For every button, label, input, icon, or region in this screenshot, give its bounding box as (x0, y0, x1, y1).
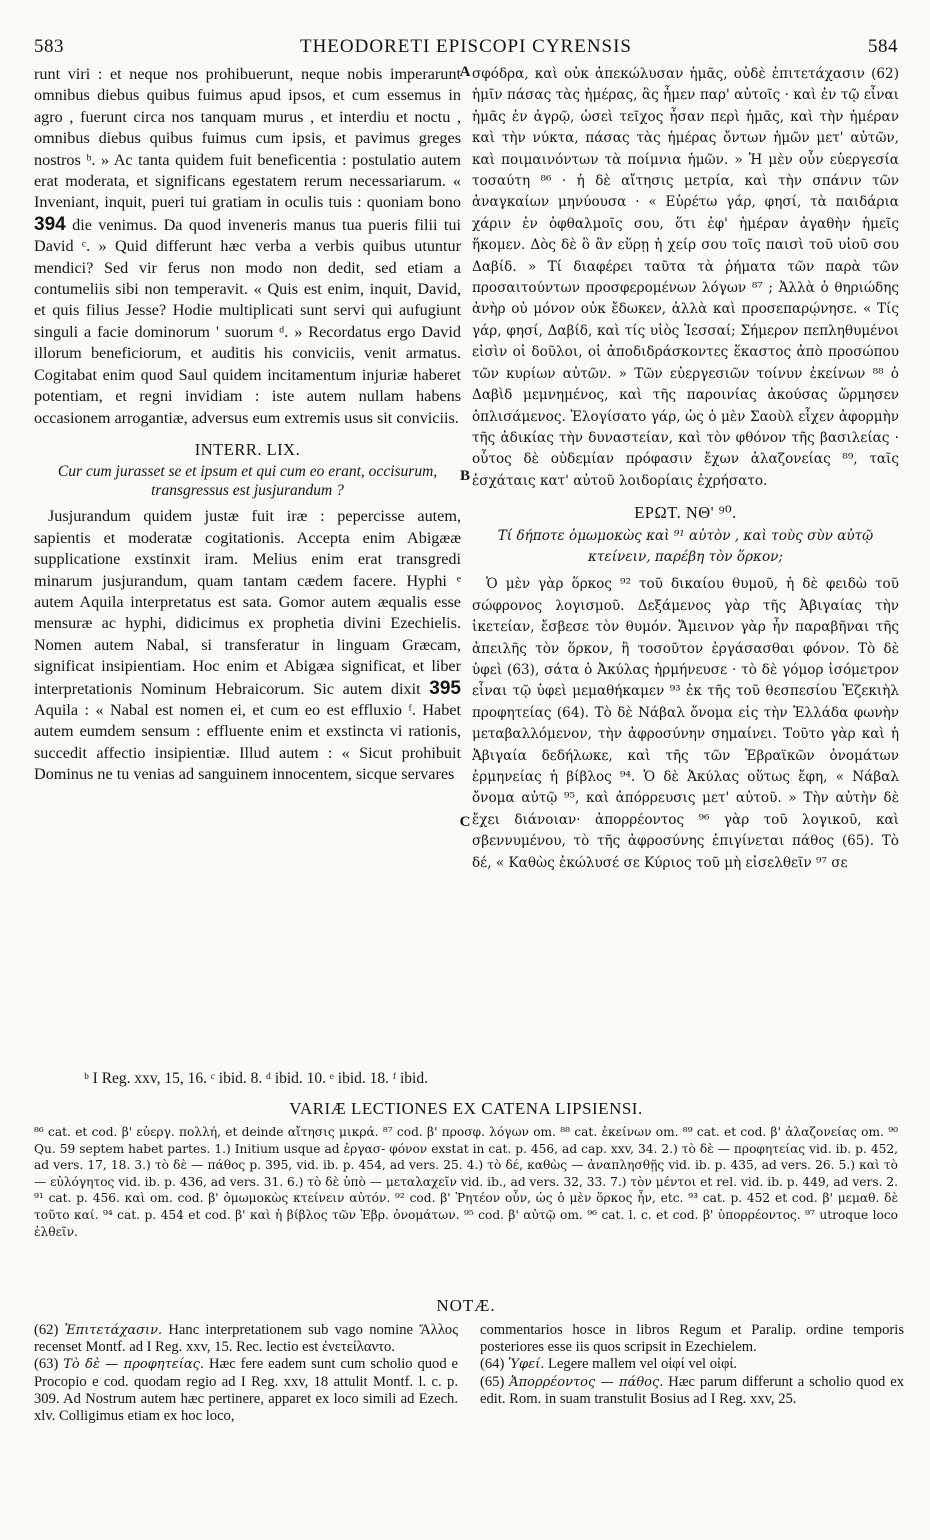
variae-heading: VARIÆ LECTIONES EX CATENA LIPSIENSI. (289, 1099, 643, 1118)
notae-right-column (480, 1322, 904, 1408)
column-number-395: 395 (429, 677, 461, 699)
greek-column (472, 64, 899, 874)
column-number-394: 394 (34, 213, 66, 235)
note-65 (480, 1374, 904, 1408)
latin-section-question: Cur cum jurasset se et ipsum et qui cum eo erant, occisurum, transgressus est jusjurandum ? (57, 463, 438, 500)
latin-paragraph-1 (34, 64, 461, 429)
greek-paragraph-2: Ὁ μὲν γὰρ ὅρκος ⁹² τοῦ δικαίου θυμοῦ, ἡ δὲ φειδὼ τοῦ σώφρονος λογισμοῦ. Δεξάμενος γὰρ τῆς Ἀβιγαίας τὴν ἱκετείαν, ἔσβεσε τὸν θυμόν. Ἄμεινον γὰρ ἦν παραβῆναι τῆς ἀπειλῆς τὸν ὅρκον, ἢ τοσοῦτον ἐργάσασθαι φόνον. Τὸ δὲ ὑφεὶ (63), σάτα ὁ Ἀκύλας ἡρμήνευσε · τὸ δὲ γόμορ ἰσόμετρον εἶναι τῷ ὑφεὶ μεμαθήκαμεν ⁹³ ἐκ τῆς τοῦ θεσπεσίου Ἐζεκιὴλ προφητείας (64). Τὸ δὲ Νάβαλ ὄνομα εἰς τὴν Ἑλλάδα φωνὴν μεταβαλλόμενον, τὴν ἀφροσύνην σημαίνει. Τοῦτο γὰρ καὶ ἡ Ἀβιγαία δεδήλωκε, καὶ τῆς τῶν Ἑβραϊκῶν ὀνομάτων ἑρμηνείας ἡ βίβλος ⁹⁴. Ὁ δὲ Ἀκύλας οὕτως ἔφη, « Νάβαλ ὄνομα αὐτῷ ⁹⁵, καὶ ἀπόρρευσις μετ' αὐτοῦ. » Τὴν αὐτὴν δὲ ἔχει διάνοιαν· ἀπορρέοντος ⁹⁶ γὰρ τοῦ λογικοῦ, καὶ σβεννυμένου, τὸ τῆς ἀφροσύνης ἐπιγίνεται πάθος (65). Τὸ δέ, « Καθὼς ἐκώλυσέ σε Κύριος τοῦ μὴ εἰσελθεῖν ⁹⁷ σε (472, 576, 899, 871)
note-62-lemma: Ἐπιτετάχασιν. (64, 1323, 163, 1338)
latin-text-1b: die venimus. Da quod inveneris manus tua pueris filii tui David ᶜ. » Quid differunt hæc verba a verbis quibus utuntur mendici? Sed vir ferus non modo non dedit, sed etiam a contumeliis sibi non temperavit. « Quis est enim, inquit, David, et quis filius Jesse? Hodie multiplicati sunt servi qui aufugiunt singuli a facie dominorum ' suorum ᵈ. » Recordatus ergo David illorum beneficiorum, et auditis his conviciis, venit armatus. Cogitabat enim quod Saul quidem incitamentum injuriæ haberet potentiam, et regni invidiam : iste autem nullam habens occasionem arrogantiæ, adversus eum extremis usus sit conviciis. (34, 215, 461, 427)
latin-section-heading: INTERR. LIX. (194, 439, 301, 459)
latin-text-2a: Jusjurandum quidem justæ fuit iræ : pepercisse autem, sapientis et moderatæ cogitationis. Accepta enim Abigææ supplicatione exstinxit iram. Melius enim erat transgredi minarum jusjurandum, quam tantam cædem facere. Hyphi ᵉ autem Aquila interpretatus est sata. Gomor autem æqualis esse mensuræ ac hyphi, didicimus ex prophetia divini Ezechielis. Nomen autem Nabal, si transferatur in linguam Græcam, significat insipientiam. Hoc enim et Abigæa significat, et liber interpretationis Nominum Hebraicorum. Sic autem dixit (34, 507, 461, 698)
note-64-lemma: Ὑφεί. (507, 1357, 545, 1373)
greek-section-heading: ΕΡΩΤ. ΝΘ' ⁹⁰. (634, 503, 737, 523)
latin-text-1a: runt viri : et neque nos prohibuerunt, neque nobis imperarunt omnibus diebus quibus fuimus apud ipsos, et cum essemus in agro , fuerunt circa nos tanquam murus , et interdiu et noctu , omnibus diebus quibus fuimus cum ipsis, et pavimus greges nostros ᵇ. » Ac tanta quidem fuit beneficentia : postulatio autem erat moderata, et significans egestatem rerum necessariarum. « Inveniant, inquit, pueri tui gratiam in oculis tuis : quoniam bono (34, 65, 461, 212)
note-63-text: Hæc fere eadem sunt cum scholio quod e Procopio e cod. quodam regio ad I Reg. xxv, 18 attulit Montf. l. c. p. 309. Ad Nostrum autem hæc pertinere, apparet ex loco simili ad Ezech. xlv. Colligimus etiam ex hoc loco, (34, 1356, 459, 1425)
margin-marker-b: B (459, 468, 470, 484)
note-64-text: Legere mallem vel οἰφί vel οἰφί. (548, 1356, 737, 1373)
running-head (34, 36, 898, 62)
scripture-references: ᵇ I Reg. xxv, 15, 16. ᶜ ibid. 8. ᵈ ibid. 10. ᵉ ibid. 18. ᶠ ibid. (84, 1070, 428, 1087)
latin-paragraph-2 (34, 506, 461, 785)
note-63 (34, 1356, 458, 1425)
variae-text: ⁸⁶ cat. et cod. β' εὐεργ. πολλή, et deinde αἴτησις μικρά. ⁸⁷ cod. β' προσφ. λόγων om. ⁸⁸ cat. ἐκείνων om. ⁸⁹ cat. et cod. β' ἀλαζονείας om. ⁹⁰ Qu. 59 septem habet partes. 1.) Initium usque ad ἐργασ- φόνον exstat in cat. p. 456, ad cap. xxv, 34. 2.) τὸ δὲ — προφητείας vid. ib. p. 452, ad vers. 17, 18. 3.) τὸ δὲ — πάθος p. 395, vid. ib. p. 454, ad vers. 25. 4.) τὸ δέ, καθὼς — ἀναπλησθῇς vid. ib. p. 435, ad vers. 26. 5.) καὶ τὸ — εὐλόγητος vid. ib. p. 436, ad vers. 31. 6.) τὸ δὲ ὑπὸ — μεταλαχεῖν vid. ib., ad vers. 32, 33. 7.) τὸν μέντοι et rel. vid. ib. p. 449, ad vers. 2. ⁹¹ cat. p. 456. καὶ om. cod. β' ὀμωμοκὼς κτείνειν αὐτόν. ⁹² cod. β' Ῥητέον οὖν, ὡς ὁ μὲν ὅρκος ἦν, etc. ⁹³ cat. p. 452 et cod. β' μεμαθ. δὲ τοῦτο καί. ⁹⁴ cat. p. 454 et cod. β' καὶ ἡ βίβλος τῶν Ἑβρ. ὀνομάτων. ⁹⁵ cod. β' αὐτῷ om. ⁹⁶ cat. l. c. et cod. β' ὑπορρέοντος. ⁹⁷ utroque loco ἐλθεῖν. (34, 1125, 898, 1239)
note-65-label: (65) (480, 1373, 505, 1390)
margin-marker-a: A (459, 64, 471, 80)
note-63-lemma: Τὸ δὲ — προφητείας. (63, 1357, 205, 1373)
note-62-label: (62) (34, 1322, 59, 1338)
margin-marker-c: C (459, 814, 471, 830)
note-63-label: (63) (34, 1356, 59, 1373)
variae-lectiones (34, 1124, 898, 1240)
greek-section-question: Τί δήποτε ὀμωμοκὼς καὶ ⁹¹ αὐτὸν , καὶ τοὺς σὺν αὐτῷ κτείνειν, παρέβη τὸν ὅρκον; (497, 527, 874, 565)
note-65-text: Hæc parum differunt a scholio quod ex edit. Rom. in suam transtulit Bosius ad I Reg. xxv, 25. (480, 1373, 904, 1407)
latin-text-2b: Aquila : « Nabal est nomen ei, et cum eo est effluxio ᶠ. Habet autem eumdem sensum : effluente enim et exstincta vi rationis, succedit affectio insipientiæ. Illud autem : « Sicut prohibuit Dominus ne tu venias ad sanguinem innocentem, sicque servares (34, 700, 461, 784)
note-62-text: Hanc interpretationem sub vago nomine Ἄλλος recenset Montf. ad I Reg. xxv, 15. Rec. lectio est ἐνετείλαντο. (34, 1322, 458, 1356)
note-63-continued: commentarios hosce in libros Regum et Paralip. ordine temporis posteriores esse iis quos scripsit in Ezechielem. (480, 1322, 904, 1356)
notae-left-column (34, 1322, 458, 1425)
note-64 (480, 1356, 904, 1373)
note-64-label: (64) (480, 1356, 505, 1373)
page-number-left: 583 (34, 36, 64, 57)
greek-paragraph-1: σφόδρα, καὶ οὐκ ἀπεκώλυσαν ἡμᾶς, οὐδὲ ἐπιτετάχασιν (62) ἡμῖν πάσας τὰς ἡμέρας, ἃς ἦμεν παρ' αὐτοῖς · καὶ ἐν τῷ εἶναι ἡμᾶς ἐν ἀγρῷ, ὡσεὶ τεῖχος ἦσαν περὶ ἡμᾶς, καὶ τὴν ἡμέραν καὶ τὴν νύκτα, πάσας τὰς ἡμέρας ὄντων ἡμῶν μετ' αὐτῶν, καὶ ποιμαινόντων τὰ ποίμνια ἡμῶν. » Ἡ μὲν οὖν εὐεργεσία τοσαύτη ⁸⁶ · ἡ δὲ αἴτησις μετρία, καὶ τὴν σπάνιν τῶν ἀναγκαίων μηνύουσα · « Εὑρέτω γάρ, φησί, τὰ παιδάρια χάριν ἐν ὀφθαλμοῖς σου, ὅτι ἐφ' ἡμέραν ἀγαθὴν ἡμεῖς ἥκομεν. Δὸς δὲ ὃ ἂν εὕρῃ ἡ χείρ σου τοῖς παισὶ τοῦ υἱοῦ σου Δαβίδ. » Τί διαφέρει ταῦτα τὰ ῥήματα τῶν παρὰ τῶν προσαιτούντων προσφερομένων λόγων ⁸⁷ ; Ἀλλὰ ὁ θηριώδης ἀνὴρ οὐ μόνον οὐκ ἔδωκεν, ἀλλὰ καὶ προσεπαρῴνησε. « Τίς γάρ, φησί, Δαβίδ, καὶ τίς υἱὸς Ἰεσσαί; Σήμερον πεπληθυμένοι εἰσὶν οἱ δοῦλοι, οἱ ἀποδιδράσκοντες ἕκαστος ἀπὸ προσώπου τῶν κυρίων αὐτῶν. » Τῶν εὐεργεσιῶν τοίνυν ἐκείνων ⁸⁸ ὁ Δαβὶδ μεμνημένος, καὶ τῆς παροινίας ἀκούσας ὥρμησεν ὁπλισάμενος. Ἐλογίσατο γάρ, ὡς ὁ μὲν Σαοὺλ εἶχεν ἀφορμὴν τῆς ἀδικίας τὴν δυναστείαν, καὶ τὸν φθόνον τῆς βασιλείας · οὗτος δὲ οὐδεμίαν πρόφασιν ἔχων ἀλαζονείας ⁸⁹, ταῖς ἐσχάταις κατ' αὐτοῦ λοιδορίαις ἐχρήσατο. (472, 66, 899, 489)
note-65-lemma: Ἀπορρέοντος — πάθος. (509, 1374, 664, 1390)
main-columns (34, 64, 898, 1068)
latin-column (34, 64, 461, 786)
running-title: THEODORETI EPISCOPI CYRENSIS (299, 36, 633, 57)
notae-heading: NOTÆ. (436, 1296, 496, 1315)
note-62 (34, 1322, 458, 1356)
page (34, 36, 904, 1526)
page-number-right: 584 (868, 36, 898, 57)
